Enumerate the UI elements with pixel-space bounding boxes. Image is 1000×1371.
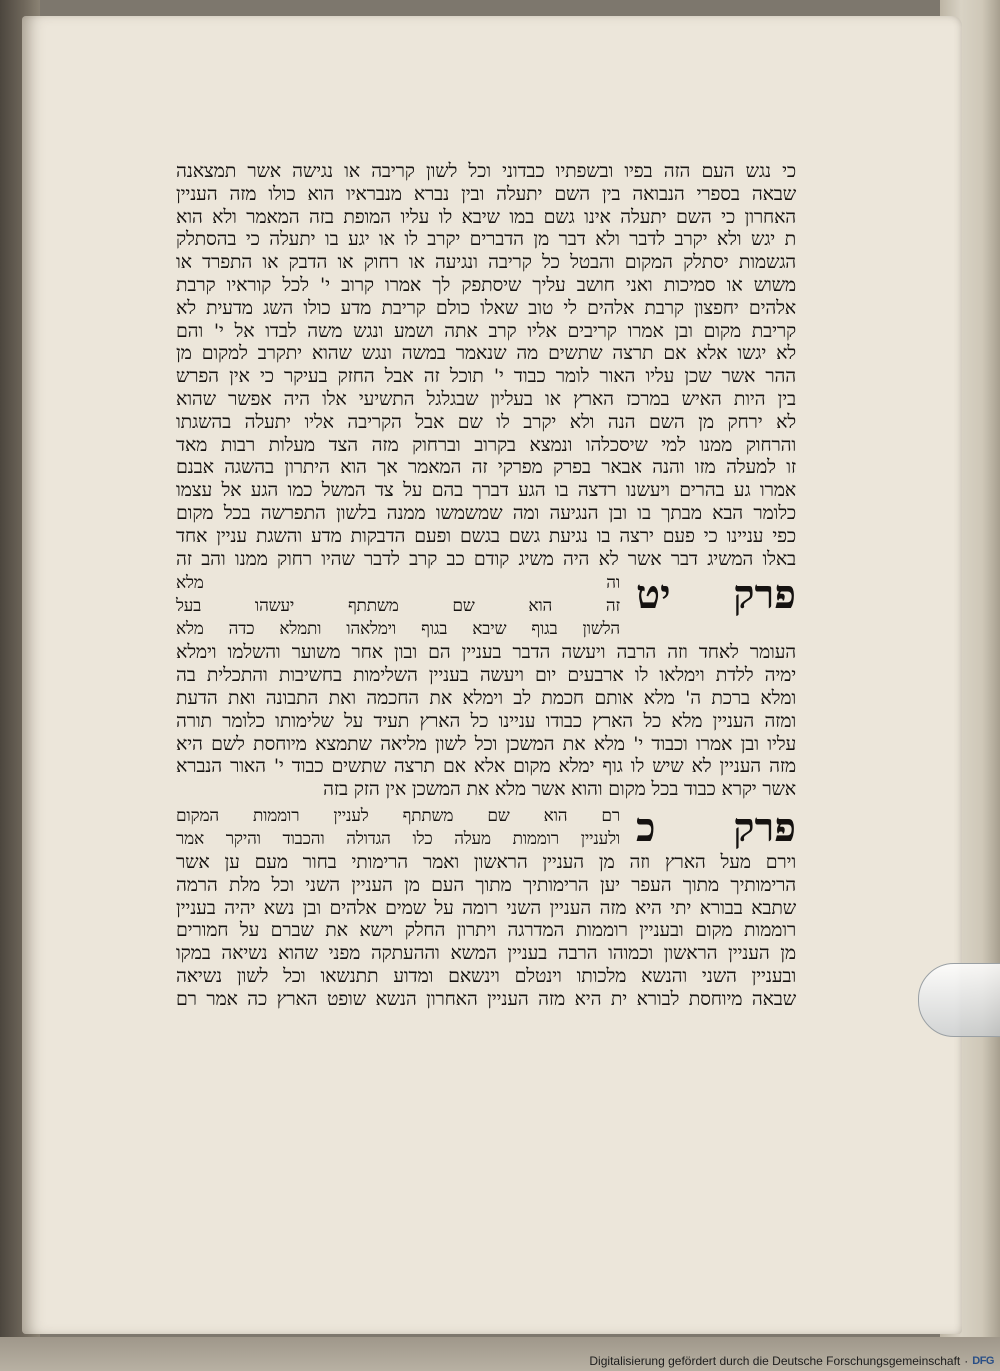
text-line: ההר אשר שכן עליו האור לומר כבוד י' תוכל זה אבל החזק בעיקר כי אין הפרש: [176, 365, 796, 388]
text-line: שבאה בספרי הנבואה בין השם יתעלה ובין נברא מנבראיו הוא כולו מזה העניין: [176, 182, 796, 205]
text-line: כי נגש העם הזה בפיו ובשפתיו כבדוני וכל לשון קריבה או נגישה אשר תמצאנה: [176, 160, 796, 182]
text-line: רוממות מקום ובעניין רוממות המדרגה ויתרון החלק וישא את שברם על חמורים: [176, 919, 796, 942]
chapter-19: [176, 572, 796, 641]
aside-line: זה הוא שם משתתף יעשהו בעל: [176, 596, 620, 617]
chapter-heading: פרק כ: [636, 803, 796, 851]
text-line: עליו ובן אמרו וכבוד י' מלא את המשכן וכל לשון מליאה שתמצא מיוחסת לשם היא: [176, 732, 796, 755]
text-line: ומלא ברכת ה' מלא אותם חכמת לב וימלא את החכמה ואת התבונה ואת הדעת: [176, 686, 796, 709]
text-line: באלו המשיג דבר אשר לא היה משיג קודם כב קרב לדבר שהיו רחוק ממנו והב זה: [176, 547, 796, 570]
separator: ·: [964, 1354, 969, 1368]
text-line: לא ירחק מן השם הנה ולא יקרב לו שם אבל הקריבה אליו יתעלה בהשגתו: [176, 410, 796, 433]
credit-text: Digitalisierung gefördert durch die Deutsche Forschungsgemeinschaft: [589, 1354, 961, 1368]
text-line: כפי עניינו כי פעם ירצה בו נגיעת גשם בגשם ופעם הדבקות מדע והשגת עניין אחד: [176, 524, 796, 547]
aside-line: וה מלא: [176, 573, 620, 594]
page-clip: [918, 963, 1000, 1037]
text-line: בין היות האיש במרכז הארץ או בעליון שבגלגל התשיעי אלו היה אפשר שהוא: [176, 387, 796, 410]
text-line: קריבת מקום ובן אמרו קריבים אליו קרב אתה ושמע ונגש משה לבדו אל י' והם: [176, 319, 796, 342]
digitization-credit: [589, 1354, 994, 1368]
text-line: אמרו גע בהרים ויעשנו רדצה בו הגע דברך בהם על צד המשל כמו הגע אל עצמו: [176, 479, 796, 502]
text-line: וירם מעל הארץ וזה מן העניין הראשון ואמר הרימותי בחור מעם ען אשר: [176, 850, 796, 873]
text-line: מן העניין הראשון וכמוהו הרבה בעניין המשא וההעתקה מפני שהוא נשיאה במקו: [176, 942, 796, 965]
text-section-middle: [176, 641, 796, 801]
text-line: משוש או סמיכות ואני חושב עליך שיסתפק לך אמרו קרוב י' לכל קוראיו קרבת: [176, 273, 796, 296]
text-line: ובעניין השני והנשא מלכותו וינטלם וינשאם ומדוע תתנשאו וכל לשון נשיאה: [176, 964, 796, 987]
text-line: לא יגשו אלא אם תרצה שתשים מה שנאמר במשה ונגש שהוא יתקרב למקום מן: [176, 342, 796, 365]
text-section-bottom: [176, 851, 796, 1011]
text-line: הרימותיך מתוך העפר יען הרימותיך מתוך העם מן העניין השני וכל מלת הרמה: [176, 873, 796, 896]
text-line: ת יגש ולא יקרב לדבר ולא דבר מן הדברים יקרב לו או יגע בו יתעלה כי בהסתלק: [176, 228, 796, 251]
text-line: שבאה מיוחסת לבורא ית היא מזה העניין האחרון הנשא שופט הארץ כה אמר רם: [176, 987, 796, 1010]
text-line: והרחוק ממנו למי שיסכלהו ונמצא בקרוב וברחוק מזה הצד מעלות רבות מאד: [176, 433, 796, 456]
text-line: שתבא בבורא יתי היא מזה העניין השני רומה על שמים אלהים ובן נשא יהיה בעניין: [176, 896, 796, 919]
chapter-20: [176, 805, 796, 851]
text-line: אשר יקרא כבוד בכל מקום והוא אשר מלא את המשכן אין הזק בזה: [323, 778, 796, 801]
aside-line: הלשון בגוף שיבא בגוף וימלאהו ותמלא כדה מלא: [176, 619, 620, 640]
text-line: האחרון כי השם יתעלה אינו גשם במו שיבא לו עליו המופת בזה המאמר ולא הוא: [176, 205, 796, 228]
text-line: מזה העניין לא שיש לו גוף ימלא מקום אלא אם תרצה שתשים כבוד י' האור הנברא: [176, 755, 796, 778]
chapter-heading: פרק יט: [636, 571, 796, 619]
chapter-aside: [176, 572, 620, 641]
text-line: אלהים יחפצון קרבת אלהים לי טוב שאלו כולם קריבת מדע כולו השג מדעית לא: [176, 296, 796, 319]
chapter-aside: [176, 805, 620, 851]
aside-line: רם הוא שם משתתף לעניין רוממות המקום: [176, 805, 620, 826]
text-section-top: [176, 160, 796, 570]
aside-line: ולעניין רוממות מעלה כלו הגדולה והכבוד והיקר אמר: [176, 828, 620, 849]
text-line: כלומר הבא מבתך בו ובן הנגיעה ומה שמשמשו ממנה בלשון התפרשה בכל מקום: [176, 501, 796, 524]
text-line: ימיה ללדת וימלאו לו ארבעים יום ויעשה בעניין השלימות בחשיבות והתכלית בה: [176, 664, 796, 687]
hebrew-text-block: [176, 160, 796, 1011]
text-line: הגשמות יסתלק המקום והבטל כל קריבה ונגיעה או רחוק או הדבק או התפרד או: [176, 251, 796, 274]
text-line: העומר לאחד וזה הרבה ויעשה הדבר בעניין הם ובון אחר משוער והשלמו וימלא: [176, 641, 796, 664]
text-line: זו למעלה מזו והנה אבאר בפרק מפרקי זה המאמר אך הוא היתרון בהשגה אבנם: [176, 456, 796, 479]
text-line: ומזה העניין מלא כל הארץ כבודו עניינו כל הארץ תעיד על שלימותו כלומר תורה: [176, 709, 796, 732]
dfg-logo: DFG: [972, 1355, 994, 1367]
